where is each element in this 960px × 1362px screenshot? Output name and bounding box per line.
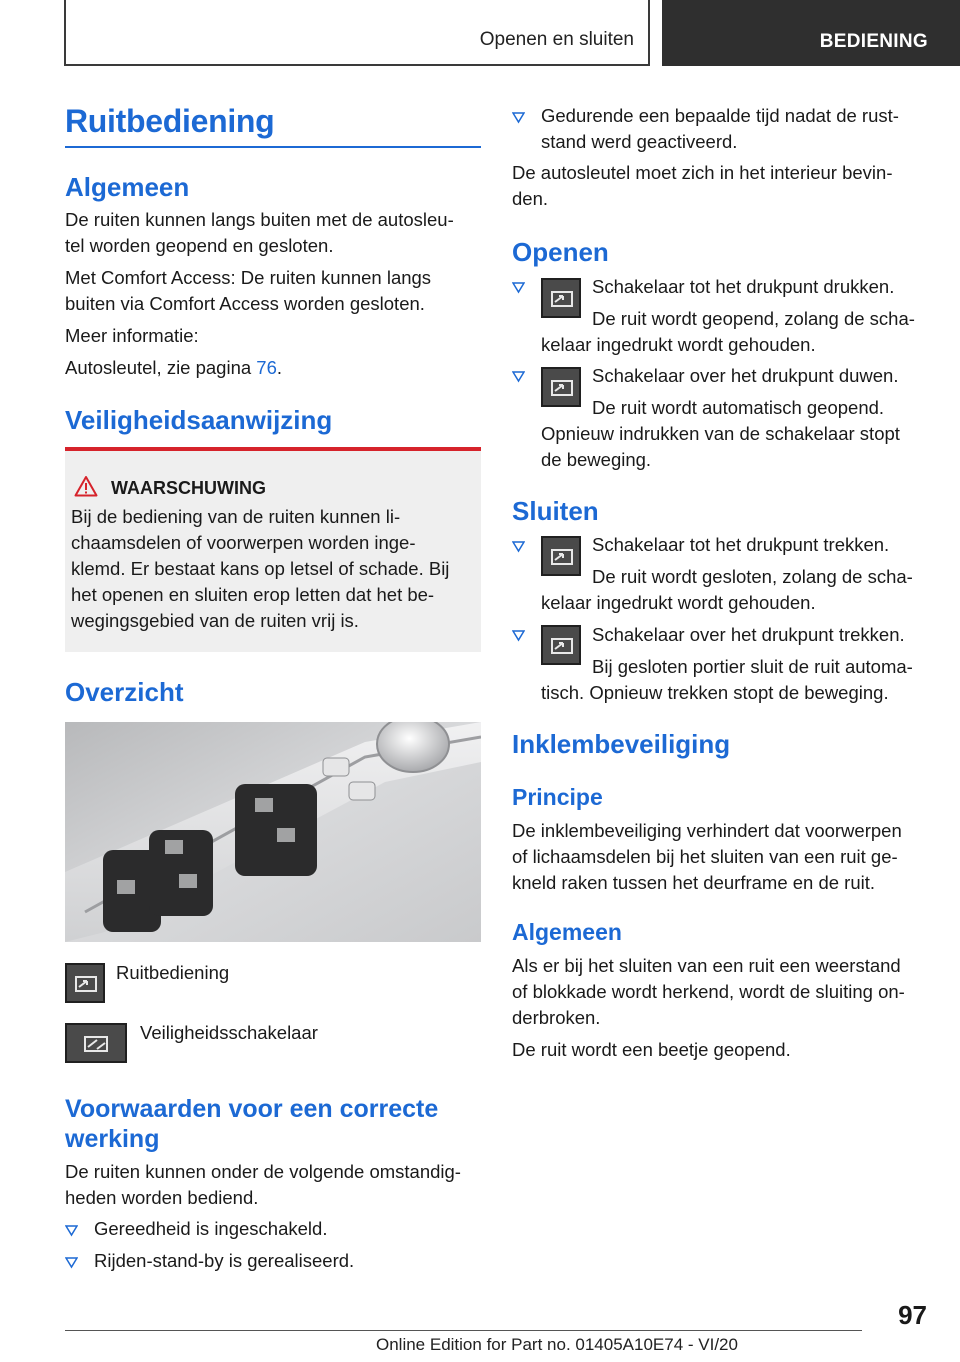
text-line: Gedurende een bepaalde tijd nadat de rust- <box>541 105 899 126</box>
step-result: kelaar ingedrukt wordt gehouden. <box>541 334 816 355</box>
paragraph <box>65 207 454 259</box>
bullet-triangle-icon <box>512 540 525 553</box>
paragraph: Meer informatie: <box>65 325 199 346</box>
step-result: Bij gesloten portier sluit de ruit automa- <box>592 656 913 677</box>
text-line: chaamsdelen of voorwerpen worden inge- <box>71 532 416 553</box>
text-line: De autosleutel moet zich in het interieur bevin- <box>512 162 893 183</box>
warning-box <box>65 447 481 652</box>
text-line: buiten via Comfort Access worden gesloten. <box>65 293 425 314</box>
legend-label-veiligheidsschakelaar: Veiligheidsschakelaar <box>140 1022 318 1043</box>
heading-inklembeveiliging: Inklembeveiliging <box>512 729 731 759</box>
window-switch-photo <box>65 722 481 942</box>
step-result: kelaar ingedrukt wordt gehouden. <box>541 592 816 613</box>
footer-edition: Online Edition for Part no. 01405A10E74 - VI/20 <box>376 1335 738 1354</box>
step-text: Schakelaar over het drukpunt duwen. <box>592 365 899 386</box>
heading-veiligheid: Veiligheidsaanwijzing <box>65 405 333 435</box>
heading-principe: Principe <box>512 784 603 810</box>
text-line: of lichaamsdelen bij het sluiten van een ruit ge- <box>512 846 898 867</box>
footer-rule <box>65 1330 862 1331</box>
step-text: Schakelaar tot het drukpunt trekken. <box>592 534 890 555</box>
text-line: Bij de bediening van de ruiten kunnen li- <box>71 506 401 527</box>
step-text: Schakelaar tot het drukpunt drukken. <box>592 276 895 297</box>
paragraph <box>512 953 905 1031</box>
window-switch-icon <box>65 963 105 1003</box>
bullet-text: Gereedheid is ingeschakeld. <box>94 1218 328 1239</box>
paragraph <box>65 1159 461 1211</box>
step-result: De ruit wordt gesloten, zolang de scha- <box>592 566 913 587</box>
step-text: Schakelaar over het drukpunt trekken. <box>592 624 905 645</box>
title-rule <box>65 146 481 148</box>
text-line: De ruiten kunnen langs buiten met de autosleu- <box>65 209 454 230</box>
heading-openen: Openen <box>512 237 609 267</box>
text-span: . <box>276 357 283 378</box>
text-line: stand werd geactiveerd. <box>541 131 738 152</box>
step-result: Opnieuw indrukken van de schakelaar stopt <box>541 423 900 444</box>
page-title: Ruitbediening <box>65 103 275 139</box>
page-number: 97 <box>898 1300 927 1330</box>
window-switch-icon <box>541 278 581 318</box>
step-result: De ruit wordt geopend, zolang de scha- <box>592 308 915 329</box>
heading-voorwaarden-line1: Voorwaarden voor een correcte <box>65 1095 439 1123</box>
header-section-box <box>64 0 650 66</box>
safety-switch-icon <box>65 1023 127 1063</box>
bullet-triangle-icon <box>512 629 525 642</box>
paragraph <box>512 160 892 212</box>
bullet-text <box>541 103 899 155</box>
bullet-triangle-icon <box>65 1256 78 1269</box>
text-line: den. <box>512 188 549 209</box>
step-result: de beweging. <box>541 449 652 470</box>
legend-label-ruitbediening: Ruitbediening <box>116 962 230 983</box>
text-line: Met Comfort Access: De ruiten kunnen langs <box>65 267 432 288</box>
heading-voorwaarden-line2: werking <box>65 1125 160 1153</box>
window-switch-icon <box>541 367 581 407</box>
header-chapter-tab <box>662 0 960 66</box>
heading-algemeen: Algemeen <box>65 172 190 202</box>
heading-overzicht: Overzicht <box>65 677 184 707</box>
bullet-text: Rijden-stand-by is gerealiseerd. <box>94 1250 355 1271</box>
warning-body <box>71 504 449 634</box>
header-section-title: Openen en sluiten <box>479 29 634 50</box>
bullet-triangle-icon <box>512 370 525 383</box>
bullet-triangle-icon <box>512 111 525 124</box>
step-result: De ruit wordt automatisch geopend. <box>592 397 885 418</box>
step-result: tisch. Opnieuw trekken stopt de beweging. <box>541 682 889 703</box>
bullet-triangle-icon <box>65 1224 78 1237</box>
paragraph-with-link <box>65 355 282 381</box>
window-switch-icon <box>541 536 581 576</box>
text-line: klemd. Er bestaat kans op letsel of schade. Bij <box>71 558 450 579</box>
text-line: tel worden geopend en gesloten. <box>65 235 334 256</box>
bullet-triangle-icon <box>512 281 525 294</box>
warning-title: WAARSCHUWING <box>111 478 266 498</box>
paragraph <box>65 265 431 317</box>
text-line: kneld raken tussen het deurframe en de ruit. <box>512 872 876 893</box>
heading-sluiten: Sluiten <box>512 496 599 526</box>
text-span: Autosleutel, zie pagina <box>65 357 257 378</box>
heading-algemeen-2: Algemeen <box>512 919 622 945</box>
text-line: wegingsgebied van de ruiten vrij is. <box>71 610 359 631</box>
window-switch-icon <box>541 625 581 665</box>
text-line: het openen en sluiten erop letten dat het be- <box>71 584 435 605</box>
text-line: heden worden bediend. <box>65 1187 259 1208</box>
text-line: Als er bij het sluiten van een ruit een weerstand <box>512 955 901 976</box>
paragraph: De ruit wordt een beetje geopend. <box>512 1039 791 1060</box>
paragraph <box>512 818 902 896</box>
text-line: De inklembeveiliging verhindert dat voorwerpen <box>512 820 902 841</box>
warning-triangle-icon <box>74 475 98 497</box>
page-link-76[interactable]: 76 <box>256 357 277 378</box>
text-line: De ruiten kunnen onder de volgende omstandig- <box>65 1161 461 1182</box>
text-line: of blokkade wordt herkend, wordt de sluiting on- <box>512 981 905 1002</box>
text-line: derbroken. <box>512 1007 601 1028</box>
header-chapter-title: BEDIENING <box>819 31 928 52</box>
